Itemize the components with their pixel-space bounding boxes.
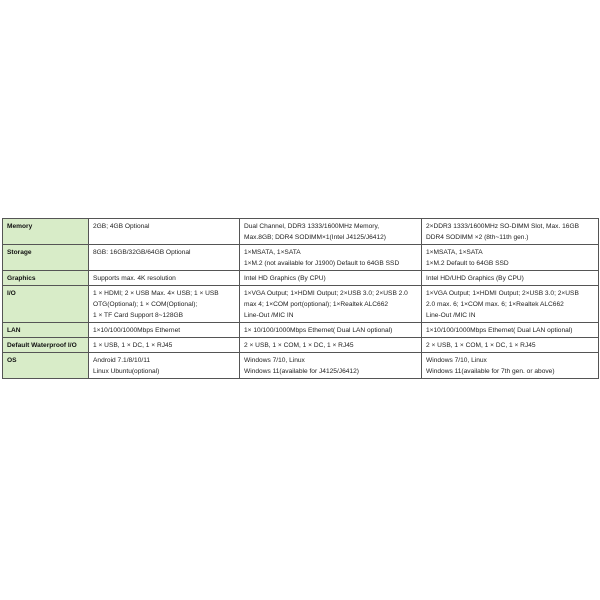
- spec-cell-c1: [89, 338, 240, 353]
- spec-line: Windows 7/10, Linux: [244, 357, 305, 364]
- spec-cell-c2: [240, 219, 422, 245]
- spec-cell-c1: [89, 286, 240, 323]
- spec-line: 1×MSATA, 1×SATA: [426, 249, 483, 256]
- spec-line: Max.8GB; DDR4 SODIMM×1(Intel J4125/J6412): [244, 234, 387, 241]
- spec-line: OTG(Optional); 1 × COM(Optional);: [93, 301, 198, 308]
- spec-line: Linux Ubuntu(optional): [93, 368, 160, 375]
- table-row: [3, 338, 599, 353]
- spec-line: Line-Out /MIC IN: [426, 312, 476, 319]
- spec-line: 1×MSATA, 1×SATA: [244, 249, 301, 256]
- spec-cell-c3: [422, 245, 599, 271]
- spec-cell-c3: [422, 286, 599, 323]
- spec-line: Android 7.1/8/10/11: [93, 357, 151, 364]
- row-label: Graphics: [3, 271, 89, 286]
- spec-line: 2 × USB, 1 × COM, 1 × DC, 1 × RJ45: [244, 342, 354, 349]
- spec-line: Intel HD Graphics (By CPU): [244, 275, 326, 282]
- spec-line: 1× 10/100/1000Mbps Ethernet( Dual LAN optional): [244, 327, 393, 334]
- spec-line: Line-Out /MIC IN: [244, 312, 294, 319]
- spec-line: 1×VGA Output; 1×HDMI Output; 2×USB 3.0; 2×USB: [426, 290, 579, 297]
- spec-cell-c3: [422, 338, 599, 353]
- spec-line: 1 × TF Card Support 8~128GB: [93, 312, 184, 319]
- spec-line: Windows 11(available for J4125/J6412): [244, 368, 359, 375]
- spec-cell-c1: [89, 323, 240, 338]
- spec-line: 2GB; 4GB Optional: [93, 223, 150, 230]
- spec-line: 1×M.2 Default to 64GB SSD: [426, 260, 509, 267]
- spec-line: 1×M.2 (not available for J1900) Default to 64GB SSD: [244, 260, 400, 267]
- spec-cell-c3: [422, 271, 599, 286]
- spec-table: [2, 218, 599, 379]
- spec-table-body: [3, 219, 599, 379]
- spec-cell-c3: [422, 219, 599, 245]
- spec-line: 1×10/100/1000Mbps Ethernet( Dual LAN optional): [426, 327, 573, 334]
- table-row: [3, 245, 599, 271]
- spec-cell-c2: [240, 323, 422, 338]
- table-row: [3, 323, 599, 338]
- spec-line: Intel HD/UHD Graphics (By CPU): [426, 275, 524, 282]
- table-row: [3, 286, 599, 323]
- row-label: Memory: [3, 219, 89, 245]
- row-label: OS: [3, 353, 89, 379]
- spec-line: Dual Channel, DDR3 1333/1600MHz Memory,: [244, 223, 380, 230]
- spec-line: 1 × USB, 1 × DC, 1 × RJ45: [93, 342, 173, 349]
- spec-line: 1×VGA Output; 1×HDMI Output; 2×USB 3.0; 2×USB 2.0: [244, 290, 408, 297]
- spec-line: max 4; 1×COM port(optional); 1×Realtek ALC662: [244, 301, 389, 308]
- spec-line: 2×DDR3 1333/1600MHz SO-DIMM Slot, Max. 16GB: [426, 223, 579, 230]
- spec-cell-c1: [89, 353, 240, 379]
- table-row: [3, 219, 599, 245]
- spec-cell-c2: [240, 271, 422, 286]
- spec-line: 1×10/100/1000Mbps Ethernet: [93, 327, 181, 334]
- spec-cell-c2: [240, 245, 422, 271]
- spec-cell-c2: [240, 286, 422, 323]
- spec-line: 8GB: 16GB/32GB/64GB Optional: [93, 249, 191, 256]
- spec-line: 1 × HDMI; 2 × USB Max. 4× USB; 1 × USB: [93, 290, 219, 297]
- spec-cell-c3: [422, 353, 599, 379]
- row-label: LAN: [3, 323, 89, 338]
- table-row: [3, 353, 599, 379]
- spec-cell-c1: [89, 271, 240, 286]
- table-row: [3, 271, 599, 286]
- spec-line: 2 × USB, 1 × COM, 1 × DC, 1 × RJ45: [426, 342, 536, 349]
- spec-cell-c1: [89, 245, 240, 271]
- spec-cell-c2: [240, 353, 422, 379]
- spec-cell-c1: [89, 219, 240, 245]
- spec-line: 2.0 max. 6; 1×COM max. 6; 1×Realtek ALC662: [426, 301, 564, 308]
- spec-line: Supports max. 4K resolution: [93, 275, 176, 282]
- row-label: I/O: [3, 286, 89, 323]
- row-label: Storage: [3, 245, 89, 271]
- row-label: Default Waterproof I/O: [3, 338, 89, 353]
- spec-line: DDR4 SODIMM ×2 (8th~11th gen.): [426, 234, 529, 241]
- spec-line: Windows 7/10, Linux: [426, 357, 487, 364]
- spec-cell-c3: [422, 323, 599, 338]
- spec-cell-c2: [240, 338, 422, 353]
- spec-line: Windows 11(available for 7th gen. or above): [426, 368, 555, 375]
